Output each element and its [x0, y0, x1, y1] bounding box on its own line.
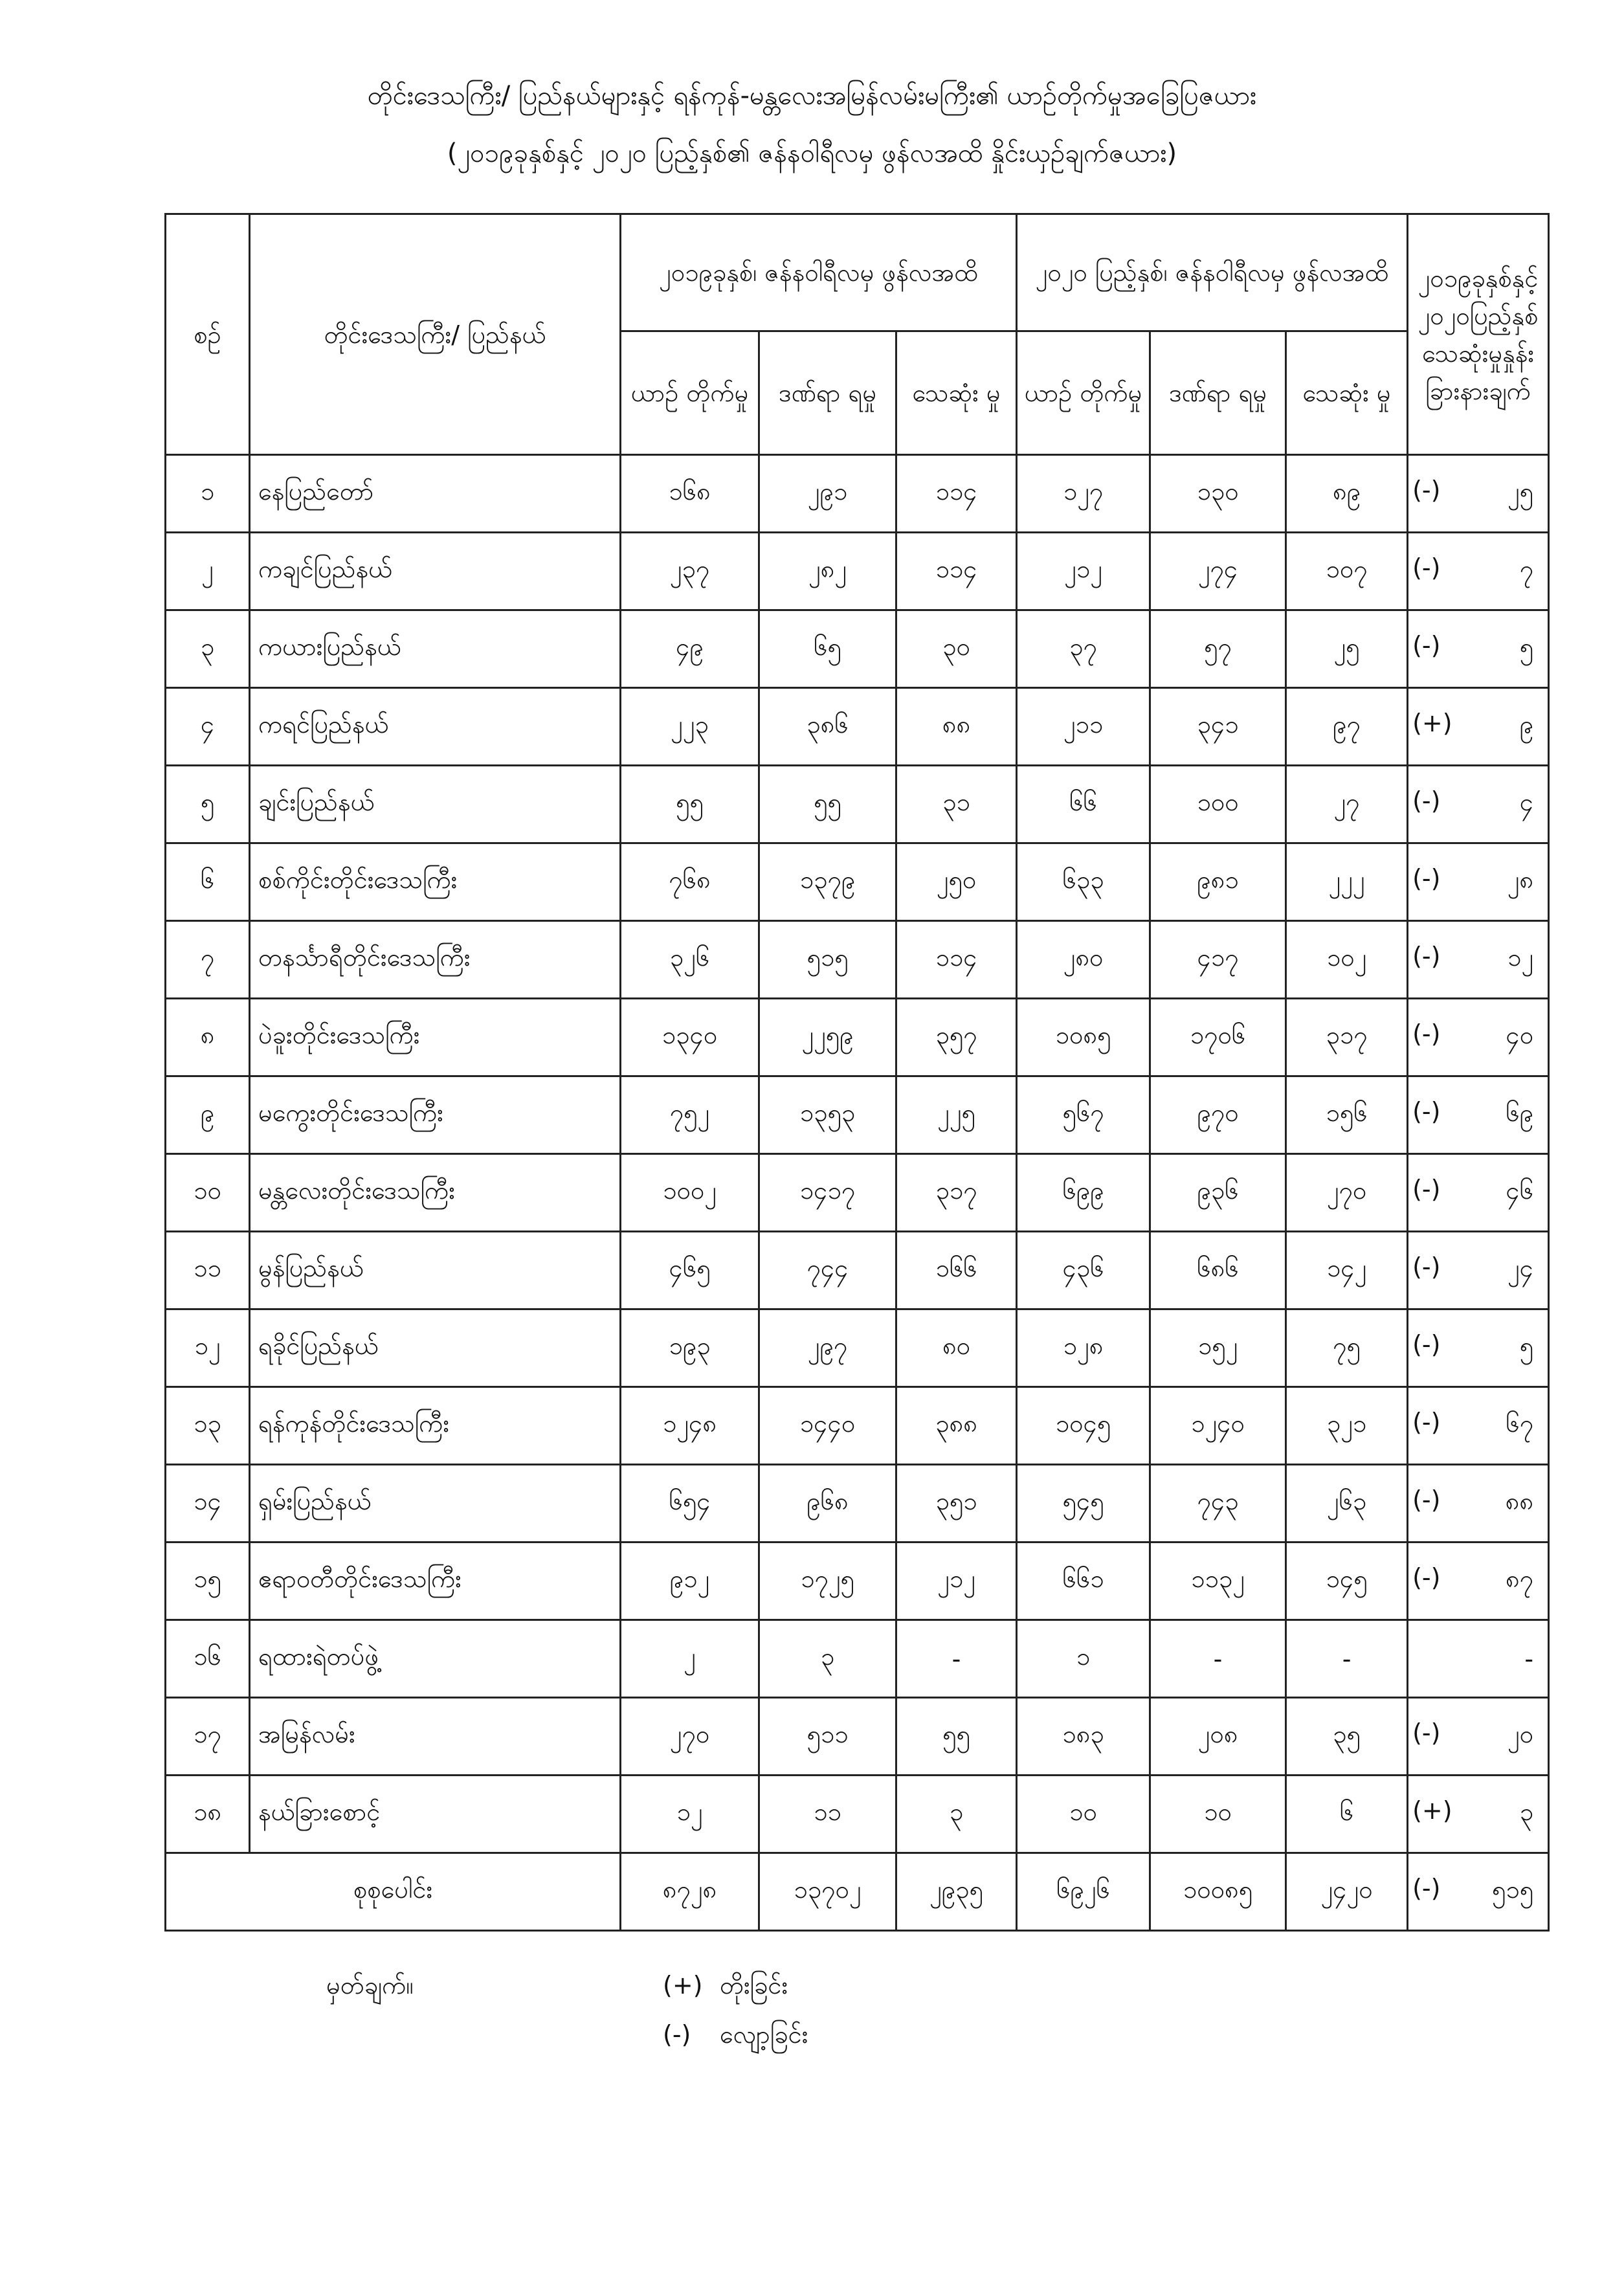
row-injured-2020: ၃၄၁: [1150, 688, 1286, 766]
row-injured-2020: ၁၁၃၂: [1150, 1542, 1286, 1620]
note-label: မှတ်ချက်။: [326, 1971, 414, 1999]
row-injured-2020: ၉၇၀: [1150, 1076, 1286, 1154]
row-death-2020: ၁၄၂: [1286, 1232, 1408, 1309]
row-accident-2019: ၂၇၀: [621, 1698, 759, 1776]
row-death-2019: ၁၁၄: [896, 455, 1017, 533]
row-accident-2019: ၁၂: [621, 1776, 759, 1853]
row-injured-2019: ၂၉၁: [759, 455, 896, 533]
row-accident-2019: ၁၆၈: [621, 455, 759, 533]
total-death-2019: ၂၉၃၅: [896, 1853, 1017, 1931]
row-serial: ၁၇: [166, 1698, 250, 1776]
row-accident-2019: ၄၆၅: [621, 1232, 759, 1309]
row-accident-2019: ၁၉၃: [621, 1309, 759, 1387]
row-death-difference: [1408, 1309, 1549, 1387]
row-death-2020: ၆: [1286, 1776, 1408, 1853]
table-row: [166, 688, 1549, 766]
row-serial: ၃: [166, 610, 250, 688]
row-injured-2020: ၆၈၆: [1150, 1232, 1286, 1309]
total-injured-2019: ၁၃၇၀၂: [759, 1853, 896, 1931]
row-injured-2019: ၅၁၁: [759, 1698, 896, 1776]
row-accident-2019: ၅၅: [621, 766, 759, 843]
row-difference-value: ၂၀: [1507, 1719, 1534, 1748]
row-serial: ၁၂: [166, 1309, 250, 1387]
row-difference-value: ၃: [1519, 1797, 1534, 1826]
row-difference-sign: (-): [1412, 1407, 1441, 1436]
total-difference-value: ၅၁၅: [1491, 1875, 1534, 1904]
header-group-2019: ၂၀၁၉ခုနှစ်၊ ဇန်နဝါရီလမှ ဖွန်လအထိ: [621, 214, 1017, 331]
row-accident-2020: ၅၄၅: [1017, 1465, 1150, 1542]
row-death-2019: ၈၈: [896, 688, 1017, 766]
total-row: [166, 1853, 1549, 1931]
row-serial: ၁: [166, 455, 250, 533]
row-accident-2020: ၁၀: [1017, 1776, 1150, 1853]
row-accident-2020: ၁: [1017, 1620, 1150, 1698]
row-injured-2020: ၁၂၄၀: [1150, 1387, 1286, 1465]
row-difference-value: ၂၅: [1507, 476, 1534, 506]
row-difference-sign: (-): [1412, 1252, 1441, 1281]
row-death-2020: ၁၅၆: [1286, 1076, 1408, 1154]
table-row: [166, 610, 1549, 688]
table-row: [166, 1387, 1549, 1465]
table-row: [166, 1776, 1549, 1853]
row-region-name: မန္တလေးတိုင်းဒေသကြီး: [250, 1154, 621, 1232]
row-injured-2020: ၄၁၇: [1150, 921, 1286, 999]
row-death-difference: [1408, 1154, 1549, 1232]
row-region-name: ရန်ကုန်တိုင်းဒေသကြီး: [250, 1387, 621, 1465]
row-injured-2020: ၇၄၃: [1150, 1465, 1286, 1542]
row-death-difference: [1408, 1620, 1549, 1698]
row-difference-value: ၄: [1519, 787, 1534, 816]
row-injured-2019: ၂၈၂: [759, 533, 896, 610]
row-serial: ၉: [166, 1076, 250, 1154]
table-row: [166, 1620, 1549, 1698]
row-region-name: အမြန်လမ်း: [250, 1698, 621, 1776]
row-accident-2019: ၇၆၈: [621, 843, 759, 921]
document-title: တိုင်းဒေသကြီး/ ပြည်နယ်များနှင့် ရန်ကုန်-မန္တလေးအမြန်လမ်းမကြီး၏ ယာဉ်တိုက်မှုအခြေပြဇယား: [367, 81, 1257, 111]
total-death-2020: ၂၄၂၀: [1286, 1853, 1408, 1931]
row-accident-2020: ၁၈၃: [1017, 1698, 1150, 1776]
table-row: [166, 1542, 1549, 1620]
row-death-2020: ၉၇: [1286, 688, 1408, 766]
row-death-difference: [1408, 533, 1549, 610]
row-death-difference: [1408, 1387, 1549, 1465]
row-injured-2020: ၉၃၆: [1150, 1154, 1286, 1232]
row-accident-2019: ၃၂၆: [621, 921, 759, 999]
document-subtitle: (၂၀၁၉ခုနှစ်နှင့် ၂၀၂၀ ပြည့်နှစ်၏ ဇန်နဝါရီလမှ ဖွန်လအထိ နှိုင်းယှဉ်ချက်ဇယား): [447, 139, 1177, 168]
row-region-name: မကွေးတိုင်းဒေသကြီး: [250, 1076, 621, 1154]
note-plus-text: တိုးခြင်း: [720, 1971, 788, 1999]
row-accident-2020: ၄၃၆: [1017, 1232, 1150, 1309]
row-accident-2020: ၁၂၇: [1017, 455, 1150, 533]
row-injured-2020: ၁၅၂: [1150, 1309, 1286, 1387]
row-accident-2020: ၁၂၈: [1017, 1309, 1150, 1387]
row-region-name: နေပြည်တော်: [250, 455, 621, 533]
row-difference-value: ၅: [1519, 632, 1534, 661]
row-death-2020: ၁၀၂: [1286, 921, 1408, 999]
row-region-name: ဧရာဝတီတိုင်းဒေသကြီး: [250, 1542, 621, 1620]
header-accident-2020: ယာဉ် တိုက်မှု: [1017, 331, 1150, 455]
row-injured-2019: ၁၃၇၉: [759, 843, 896, 921]
row-difference-sign: (-): [1412, 553, 1441, 582]
header-death-2019: သေဆုံး မှု: [896, 331, 1017, 455]
total-death-difference: [1408, 1853, 1549, 1931]
row-region-name: ကရင်ပြည်နယ်: [250, 688, 621, 766]
row-death-difference: [1408, 921, 1549, 999]
row-death-difference: [1408, 610, 1549, 688]
table-body: [166, 455, 1549, 1853]
row-difference-value: ၆၇: [1506, 1409, 1534, 1438]
row-serial: ၂: [166, 533, 250, 610]
table-row: [166, 1309, 1549, 1387]
row-accident-2020: ၆၆: [1017, 766, 1150, 843]
table-row: [166, 455, 1549, 533]
row-injured-2020: ၅၇: [1150, 610, 1286, 688]
row-death-difference: [1408, 999, 1549, 1076]
row-death-difference: [1408, 1076, 1549, 1154]
row-death-2019: ၂၁၂: [896, 1542, 1017, 1620]
row-death-2019: ၃၅၇: [896, 999, 1017, 1076]
row-injured-2019: ၆၅: [759, 610, 896, 688]
row-region-name: ကချင်ပြည်နယ်: [250, 533, 621, 610]
total-injured-2020: ၁၀၀၈၅: [1150, 1853, 1286, 1931]
row-difference-sign: (-): [1412, 1718, 1441, 1747]
row-difference-sign: (-): [1412, 475, 1441, 504]
row-accident-2020: ၃၇: [1017, 610, 1150, 688]
row-injured-2020: -: [1150, 1620, 1286, 1698]
row-difference-value: ၂၈: [1507, 865, 1534, 894]
row-death-2019: -: [896, 1620, 1017, 1698]
header-death-2020: သေဆုံး မှု: [1286, 331, 1408, 455]
row-injured-2019: ၂၂၅၉: [759, 999, 896, 1076]
row-injured-2019: ၂၉၇: [759, 1309, 896, 1387]
row-accident-2020: ၅၆၇: [1017, 1076, 1150, 1154]
table-row: [166, 1465, 1549, 1542]
row-injured-2020: ၂၇၄: [1150, 533, 1286, 610]
row-serial: ၁၅: [166, 1542, 250, 1620]
row-serial: ၁၃: [166, 1387, 250, 1465]
row-difference-sign: (-): [1412, 863, 1441, 893]
row-serial: ၇: [166, 921, 250, 999]
row-accident-2020: ၆၃၃: [1017, 843, 1150, 921]
row-serial: ၁၈: [166, 1776, 250, 1853]
row-difference-value: ၈၇: [1505, 1564, 1534, 1593]
row-death-difference: [1408, 688, 1549, 766]
row-region-name: ချင်းပြည်နယ်: [250, 766, 621, 843]
row-serial: ၁၄: [166, 1465, 250, 1542]
row-accident-2020: ၁၀၄၅: [1017, 1387, 1150, 1465]
row-death-2020: ၃၁၇: [1286, 999, 1408, 1076]
row-accident-2019: ၄၉: [621, 610, 759, 688]
row-death-2019: ၃: [896, 1776, 1017, 1853]
table-row: [166, 1698, 1549, 1776]
row-region-name: စစ်ကိုင်းတိုင်းဒေသကြီး: [250, 843, 621, 921]
row-death-2019: ၁၆၆: [896, 1232, 1017, 1309]
row-accident-2020: ၂၈၀: [1017, 921, 1150, 999]
row-accident-2019: ၁၀၀၂: [621, 1154, 759, 1232]
table-row: [166, 1076, 1549, 1154]
row-region-name: နယ်ခြားစောင့်: [250, 1776, 621, 1853]
row-difference-value: ၂၄: [1507, 1253, 1534, 1282]
row-accident-2019: ၇၅၂: [621, 1076, 759, 1154]
row-injured-2020: ၁၀: [1150, 1776, 1286, 1853]
row-death-2020: ၁၀၇: [1286, 533, 1408, 610]
row-difference-sign: (-): [1412, 1563, 1441, 1592]
row-death-2020: ၂၇: [1286, 766, 1408, 843]
row-accident-2019: ၂: [621, 1620, 759, 1698]
row-injured-2019: ၁၇၂၅: [759, 1542, 896, 1620]
row-serial: ၈: [166, 999, 250, 1076]
table-row: [166, 999, 1549, 1076]
row-difference-sign: (-): [1412, 1174, 1441, 1203]
row-accident-2020: ၆၉၉: [1017, 1154, 1150, 1232]
row-injured-2020: ၂၀၈: [1150, 1698, 1286, 1776]
total-accident-2019: ၈၇၂၈: [621, 1853, 759, 1931]
row-injured-2020: ၁၀၀: [1150, 766, 1286, 843]
row-death-2019: ၃၈၈: [896, 1387, 1017, 1465]
row-difference-sign: (-): [1412, 1485, 1441, 1514]
row-injured-2019: ၅၅: [759, 766, 896, 843]
row-injured-2020: ၉၈၁: [1150, 843, 1286, 921]
row-death-difference: [1408, 1232, 1549, 1309]
row-accident-2019: ၉၁၂: [621, 1542, 759, 1620]
row-difference-sign: (+): [1412, 1796, 1452, 1825]
row-death-difference: [1408, 766, 1549, 843]
row-serial: ၁၆: [166, 1620, 250, 1698]
table-row: [166, 921, 1549, 999]
table-row: [166, 533, 1549, 610]
row-death-difference: [1408, 843, 1549, 921]
total-difference-sign: (-): [1412, 1873, 1441, 1902]
row-difference-value: ၈၈: [1505, 1486, 1534, 1515]
row-injured-2019: ၅၁၅: [759, 921, 896, 999]
row-region-name: ရထားရဲတပ်ဖွဲ့: [250, 1620, 621, 1698]
row-difference-sign: (-): [1412, 1097, 1441, 1126]
row-region-name: ကယားပြည်နယ်: [250, 610, 621, 688]
header-accident-2019: ယာဉ် တိုက်မှု: [621, 331, 759, 455]
row-death-2020: ၁၄၅: [1286, 1542, 1408, 1620]
row-injured-2020: ၁၃၀: [1150, 455, 1286, 533]
row-serial: ၆: [166, 843, 250, 921]
row-difference-sign: (-): [1412, 941, 1441, 970]
row-injured-2019: ၁၁: [759, 1776, 896, 1853]
header-injured-2019: ဒဏ်ရာ ရမှု: [759, 331, 896, 455]
row-injured-2019: ၁၄၁၇: [759, 1154, 896, 1232]
row-accident-2020: ၂၁၁: [1017, 688, 1150, 766]
row-region-name: ပဲခူးတိုင်းဒေသကြီး: [250, 999, 621, 1076]
accident-table: [164, 213, 1550, 1932]
row-difference-sign: (-): [1412, 630, 1441, 660]
header-injured-2020: ဒဏ်ရာ ရမှု: [1150, 331, 1286, 455]
row-region-name: မွန်ပြည်နယ်: [250, 1232, 621, 1309]
row-death-2019: ၂၅၀: [896, 843, 1017, 921]
row-death-difference: [1408, 1465, 1549, 1542]
table-row: [166, 1154, 1549, 1232]
row-death-2019: ၂၂၅: [896, 1076, 1017, 1154]
row-serial: ၁၀: [166, 1154, 250, 1232]
row-death-difference: [1408, 455, 1549, 533]
table-row: [166, 843, 1549, 921]
row-injured-2019: ၃: [759, 1620, 896, 1698]
row-difference-sign: (+): [1412, 708, 1452, 737]
row-accident-2019: ၁၂၄၈: [621, 1387, 759, 1465]
row-death-2020: -: [1286, 1620, 1408, 1698]
row-difference-value: ၅: [1519, 1331, 1534, 1360]
row-difference-value: ၄၀: [1506, 1020, 1534, 1049]
row-death-2020: ၂၆၃: [1286, 1465, 1408, 1542]
row-injured-2020: ၁၇၀၆: [1150, 999, 1286, 1076]
row-difference-value: ၇: [1519, 554, 1534, 583]
row-accident-2020: ၆၆၁: [1017, 1542, 1150, 1620]
row-injured-2019: ၁၄၄၀: [759, 1387, 896, 1465]
header-region: တိုင်းဒေသကြီး/ ပြည်နယ်: [250, 214, 621, 455]
row-injured-2019: ၇၄၄: [759, 1232, 896, 1309]
row-region-name: တနင်္သာရီတိုင်းဒေသကြီး: [250, 921, 621, 999]
note-minus-sign: (-): [663, 2020, 691, 2049]
row-difference-value: ၉: [1519, 709, 1534, 739]
row-serial: ၄: [166, 688, 250, 766]
row-death-2019: ၃၁၇: [896, 1154, 1017, 1232]
row-death-2019: ၃၁: [896, 766, 1017, 843]
row-death-difference: [1408, 1698, 1549, 1776]
row-accident-2020: ၁၀၈၅: [1017, 999, 1150, 1076]
row-injured-2019: ၉၆၈: [759, 1465, 896, 1542]
row-death-2019: ၁၁၄: [896, 533, 1017, 610]
row-death-2019: ၅၅: [896, 1698, 1017, 1776]
note-minus-text: လျော့ခြင်း: [720, 2020, 808, 2049]
row-accident-2019: ၆၅၄: [621, 1465, 759, 1542]
row-region-name: ရခိုင်ပြည်နယ်: [250, 1309, 621, 1387]
row-death-2020: ၃၅: [1286, 1698, 1408, 1776]
note-plus-sign: (+): [663, 1971, 703, 1999]
total-label: စုစုပေါင်း: [166, 1853, 621, 1931]
row-death-2020: ၇၅: [1286, 1309, 1408, 1387]
row-difference-value: ၆၉: [1506, 1098, 1534, 1127]
row-difference-sign: (-): [1412, 1019, 1441, 1048]
row-death-2019: ၃၀: [896, 610, 1017, 688]
header-death-difference: ၂၀၁၉ခုနှစ်နှင့် ၂၀၂၀ပြည့်နှစ် သေဆုံးမှုနှုန်း ခြားနားချက်: [1408, 214, 1549, 455]
row-death-2019: ၁၁၄: [896, 921, 1017, 999]
row-death-2020: ၂၂၂: [1286, 843, 1408, 921]
row-difference-value: ၄၆: [1506, 1175, 1534, 1205]
total-accident-2020: ၆၉၂၆: [1017, 1853, 1150, 1931]
row-injured-2019: ၁၃၅၃: [759, 1076, 896, 1154]
table-row: [166, 766, 1549, 843]
row-region-name: ရှမ်းပြည်နယ်: [250, 1465, 621, 1542]
row-death-2020: ၂၇၀: [1286, 1154, 1408, 1232]
row-accident-2020: ၂၁၂: [1017, 533, 1150, 610]
table-row: [166, 1232, 1549, 1309]
row-accident-2019: ၂၃၇: [621, 533, 759, 610]
row-difference-value: -: [1524, 1644, 1534, 1673]
row-death-2020: ၂၅: [1286, 610, 1408, 688]
row-accident-2019: ၂၂၃: [621, 688, 759, 766]
row-difference-value: ၁၂: [1507, 942, 1534, 972]
row-death-2020: ၈၉: [1286, 455, 1408, 533]
row-serial: ၁၁: [166, 1232, 250, 1309]
row-difference-sign: (-): [1412, 786, 1441, 815]
row-difference-sign: (-): [1412, 1330, 1441, 1359]
row-death-difference: [1408, 1542, 1549, 1620]
header-serial: စဉ်: [166, 214, 250, 455]
header-group-2020: ၂၀၂၀ ပြည့်နှစ်၊ ဇန်နဝါရီလမှ ဖွန်လအထိ: [1017, 214, 1408, 331]
row-death-difference: [1408, 1776, 1549, 1853]
row-death-2019: ၃၅၁: [896, 1465, 1017, 1542]
row-death-2020: ၃၂၁: [1286, 1387, 1408, 1465]
row-injured-2019: ၃၈၆: [759, 688, 896, 766]
row-serial: ၅: [166, 766, 250, 843]
row-death-2019: ၈၀: [896, 1309, 1017, 1387]
row-accident-2019: ၁၃၄၀: [621, 999, 759, 1076]
